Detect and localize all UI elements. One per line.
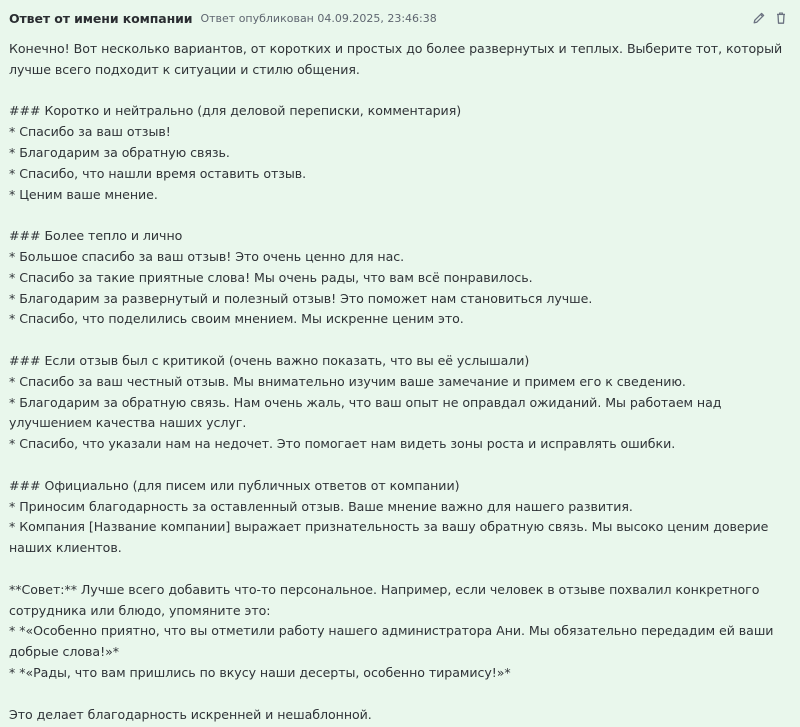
reply-text-line: добрые слова!»*: [9, 644, 119, 660]
trash-icon[interactable]: [774, 11, 788, 25]
reply-text-line: ### Более тепло и лично: [9, 228, 183, 244]
reply-text-line: улучшением качества наших услуг.: [9, 415, 247, 431]
trash-icon-graphic: [774, 11, 788, 25]
reply-header: [9, 9, 790, 27]
reply-text-line: сотрудника или блюдо, упомяните это:: [9, 602, 271, 618]
reply-text-line: * Благодарим за обратную связь.: [9, 144, 230, 160]
reply-actions: [752, 11, 790, 25]
reply-text-line: * *«Рады, что вам пришлись по вкусу наши десерты, особенно тирамису!»*: [9, 664, 511, 680]
reply-body: [9, 39, 790, 725]
reply-text-line: лучше всего подходит к ситуации и стилю общения.: [9, 61, 360, 77]
reply-text-line: * Компания [Название компании] выражает признательность за вашу обратную связь. Мы высоко ценим доверие: [9, 519, 769, 535]
reply-text-line: * Благодарим за развернутый и полезный отзыв! Это поможет нам становиться лучше.: [9, 290, 593, 306]
reply-text-line: * Ценим ваше мнение.: [9, 186, 158, 202]
reply-text-line: * Спасибо, что нашли время оставить отзыв.: [9, 165, 307, 181]
reply-text-line: * Благодарим за обратную связь. Нам очень жаль, что ваш опыт не оправдал ожиданий. Мы работаем над: [9, 394, 722, 410]
blank-line: [9, 205, 790, 226]
reply-text-line: * Приносим благодарность за оставленный отзыв. Ваше мнение важно для нашего развития.: [9, 498, 633, 514]
reply-text-line: * Спасибо, что указали нам на недочет. Это помогает нам видеть зоны роста и исправлять ошибки.: [9, 436, 676, 452]
reply-text-line: * Большое спасибо за ваш отзыв! Это очень ценно для нас.: [9, 248, 405, 264]
blank-line: [9, 455, 790, 476]
reply-text-line: * Спасибо за такие приятные слова! Мы очень рады, что вам всё понравилось.: [9, 269, 533, 285]
reply-text-line: наших клиентов.: [9, 540, 122, 556]
pencil-icon-graphic: [752, 11, 766, 25]
pencil-icon[interactable]: [752, 11, 766, 25]
reply-author: Ответ от имени компании: [9, 10, 193, 26]
blank-line: [9, 81, 790, 102]
reply-text-line: ### Официально (для писем или публичных ответов от компании): [9, 477, 460, 493]
blank-line: [9, 559, 790, 580]
blank-line: [9, 684, 790, 705]
reply-text-line: * Спасибо за ваш отзыв!: [9, 124, 171, 140]
reply-published-timestamp: Ответ опубликован 04.09.2025, 23:46:38: [200, 11, 437, 25]
reply-text-line: Это делает благодарность искренней и нешаблонной.: [9, 706, 372, 722]
reply-text-line: * Спасибо, что поделились своим мнением. Мы искренне ценим это.: [9, 311, 464, 327]
blank-line: [9, 330, 790, 351]
reply-text-line: * *«Особенно приятно, что вы отметили работу нашего администратора Ани. Мы обязательно передадим ей ваши: [9, 623, 774, 639]
reply-text-line: **Совет:** Лучше всего добавить что-то персональное. Например, если человек в отзыве похвалил конкретного: [9, 581, 760, 597]
reply-text-line: * Спасибо за ваш честный отзыв. Мы внимательно изучим ваше замечание и примем его к сведению.: [9, 373, 686, 389]
reply-text-line: ### Коротко и нейтрально (для деловой переписки, комментария): [9, 103, 462, 119]
reply-text-line: Конечно! Вот несколько вариантов, от коротких и простых до более развернутых и теплых. Выберите тот, который: [9, 41, 783, 56]
reply-text-line: ### Если отзыв был с критикой (очень важно показать, что вы её услышали): [9, 352, 530, 368]
